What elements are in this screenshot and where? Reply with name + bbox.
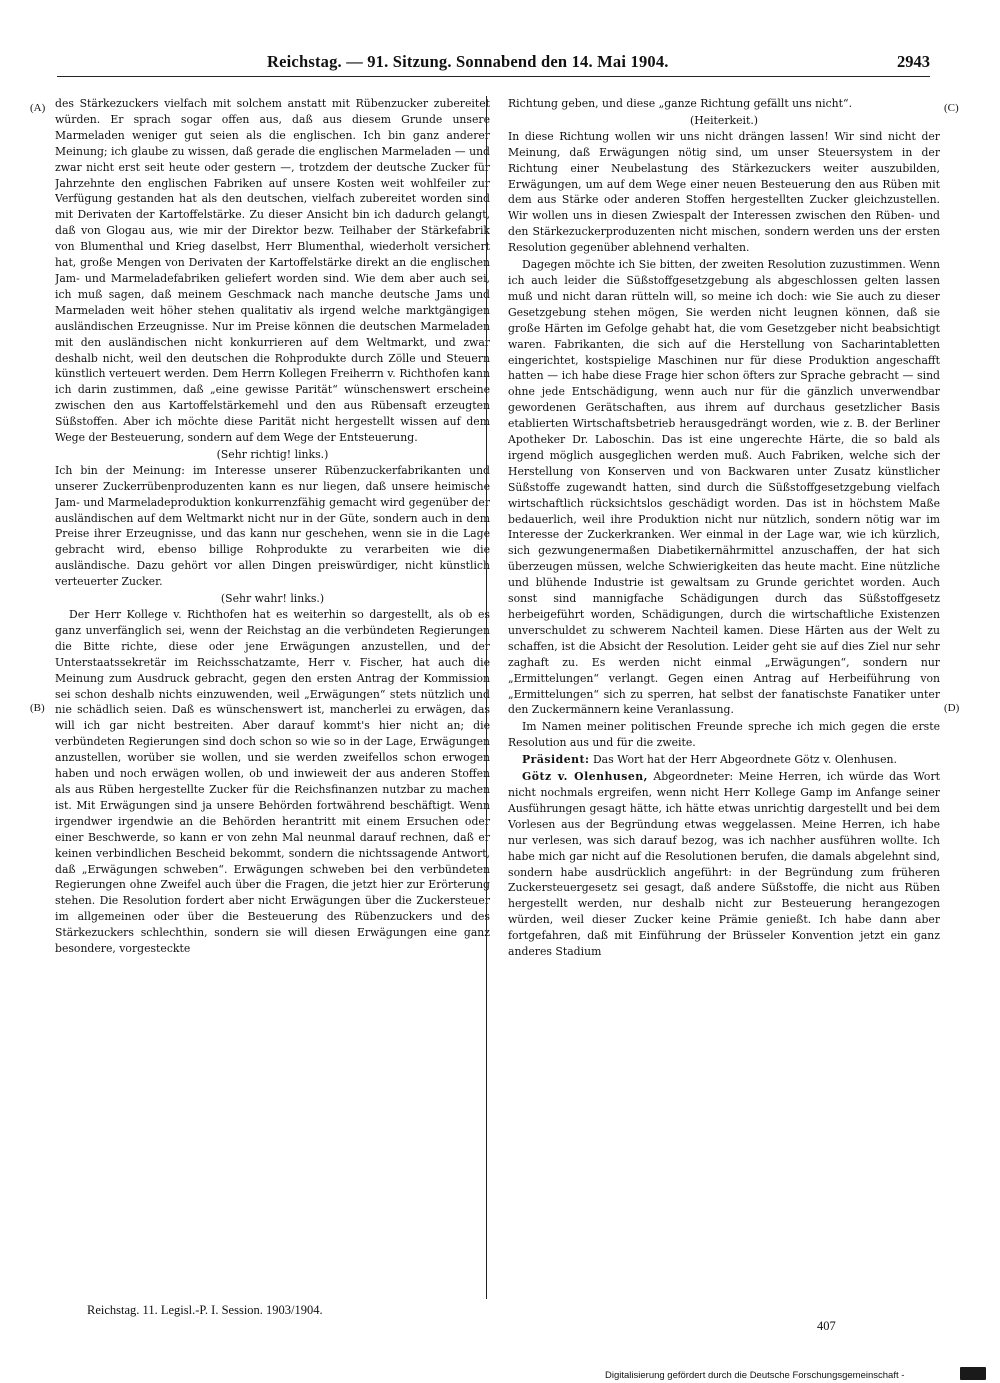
right-column [508, 96, 940, 1314]
paragraph: Richtung geben, und diese „ganze Richtung gefällt uns nicht“. [508, 97, 853, 110]
page-number: 2943 [897, 52, 930, 71]
paragraph: des Stärkezuckers vielfach mit solchem anstatt mit Rübenzucker zubereitet würden. Er sprach sogar offen aus, daß aus diesem Grunde unsere Marmeladen weniger gut seien als die englischen. Ich bin ganz anderer Meinung; ich glaube zu wissen, daß gerade die englischen Marmeladen — und zwar nicht erst seit heute oder gestern —, trotzdem der deutsche Zucker für Jahrzehnte den englischen Fabriken auf unsere Kosten weit wohlfeiler zur Verfügung gestanden hat als den deutschen, vielfach zubereitet worden sind mit Derivaten der Kartoffelstärke. Zu dieser Ansicht bin ich dadurch gelangt, daß von Glogau aus, wie mir der Direktor bezw. Teilhaber der Stärkefabrik von Blumenthal und Krieg daselbst, Herr Blumenthal, wiederholt versichert hat, große Mengen von Derivaten der Kartoffelstärke direkt an die englischen Jam- und Marmeladefabriken geliefert worden sind. Wie dem aber auch sei, ich muß sagen, daß meinem Geschmack nach manche deutsche Jams und Marmeladen weit höher stehen qualitativ als irgend welche marktgängigen ausländischen Erzeugnisse. Nur im Preise können die deutschen Marmeladen mit den ausländischen nicht konkurrieren auf dem Weltmarkt, und zwar deshalb nicht, weil den deutschen die Rohprodukte durch Zölle und Steuern künstlich verteuert werden. Dem Herrn Kollegen Freiherrn v. Richthofen kann ich darin zustimmen, daß „eine gewisse Parität“ wünschenswert erscheine zwischen den aus Kartoffelstärkemehl und den aus Rübensaft erzeugten Süßstoffen. Aber ich möchte diese Parität nicht hergestellt wissen auf dem Wege der Besteuerung, sondern auf dem Wege der Entsteuerung. [55, 97, 490, 445]
page-header [57, 48, 930, 77]
speaker-text: Abgeordneter: Meine Herren, ich würde das Wort nicht nochmals ergreifen, wenn nicht Herr Kollege Gamp im Anfange seiner Ausführungen gesagt hätte, ich hätte etwas unrichtig dargestellt und bei dem Vorlesen aus der Begründung etwas weggelassen. Meine Herren, ich habe nur verlesen, was sich darauf bezog, was ich nachher ausführen wollte. Ich habe mich gar nicht auf die Resolutionen berufen, die damals abgelehnt sind, sondern habe ausdrücklich angeführt: in der Begründung zum früheren Zuckersteuergesetz sei gesagt, daß andere Süßstoffe, die nicht aus Rüben hergestellt werden, nur deshalb nicht zur Besteuerung herangezogen würden, weil dieser Zucker keine Prämie genießt. Ich habe dann aber fortgefahren, daß mit Einführung der Brüsseler Konvention jetzt ein ganz anderes Stadium [508, 770, 940, 959]
president-label: Präsident: [522, 753, 590, 767]
speaker-paragraph [508, 769, 940, 960]
paragraph: Der Herr Kollege v. Richthofen hat es weiterhin so dargestellt, als ob es ganz unverfänglich sei, wenn der Reichstag an die verbündeten Regierungen die Bitte richte, diese oder jene Erwägungen anzustellen, und der Unterstaatssekretär im Reichsschatzamte, Herr v. Fischer, hat auch die Meinung zum Ausdruck gebracht, gegen den ersten Antrag der Kommission sei schon deshalb nichts einzuwenden, weil „Erwägungen“ stets nützlich und nie schädlich seien. Daß es wünschenswert ist, mancherlei zu erwägen, das will ich gar nicht bestreiten. Aber darauf kommt's hier nicht an; die verbündeten Regierungen sind doch schon so wie so in der Lage, Erwägungen anzustellen, worüber sie wollen, und sie werden zweifellos schon erwogen haben und noch erwägen wollen, ob und inwieweit der aus anderen Stoffen als aus Rüben hergestellte Zucker für die Reichsfinanzen nutzbar zu machen ist. Mit Erwägungen sind ja unsere Behörden fortwährend beschäftigt. Wenn irgendwer irgendwie an die Behörden herantritt mit einem Ersuchen oder einer Beschwerde, so kann er von zehn Mal neunmal darauf rechnen, daß er keinen verbindlichen Bescheid bekommt, sondern die nichtssagende Antwort, daß „Erwägungen schweben“. Erwägungen schweben bei den verbündeten Regierungen ohne Zweifel auch über die Fragen, die jetzt hier zur Erörterung stehen. Die Resolution fordert aber nicht Erwägungen über die Zuckersteuer im allgemeinen oder über die Besteuerung des Rübenzuckers und des Stärkezuckers schlechthin, sondern sie will diesen Erwägungen eine ganz besondere, vorgesteckte [55, 608, 490, 956]
interjection: (Heiterkeit.) [689, 113, 759, 127]
margin-marker-c: (C) [944, 102, 959, 114]
left-column [55, 96, 490, 1314]
digitization-note: Digitalisierung gefördert durch die Deutsche Forschungsgemeinschaft - [605, 1370, 905, 1381]
footer-session: Reichstag. 11. Legisl.-P. I. Session. 1903/1904. [87, 1303, 323, 1317]
paragraph: Ich bin der Meinung: im Interesse unserer Rübenzuckerfabrikanten und unserer Zuckerrübenproduzenten kann es nur liegen, daß unsere heimische Jam- und Marmeladeproduktion konkurrenzfähig gemacht wird gegenüber der ausländischen auf dem Weltmarkt nicht nur in der Güte, sondern auch in dem Preise ihrer Erzeugnisse, und das kann nur geschehen, wenn sie in die Lage gebracht wird, ebenso billige Rohprodukte zu verarbeiten wie die ausländische. Dazu gehört vor allen Dingen preiswürdiger, nicht künstlich verteuerter Zucker. [55, 463, 490, 589]
page-title: Reichstag. — 91. Sitzung. Sonnabend den 14. Mai 1904. [267, 52, 669, 71]
sheet-number: 407 [817, 1319, 836, 1333]
president-text: Das Wort hat der Herr Abgeordnete Götz v. Olenhusen. [592, 753, 897, 767]
paragraph: Im Namen meiner politischen Freunde spreche ich mich gegen die erste Resolution aus und für die zweite. [508, 720, 940, 750]
margin-marker-d: (D) [944, 702, 960, 714]
paragraph: Dagegen möchte ich Sie bitten, der zweiten Resolution zuzustimmen. Wenn ich auch leider die Süßstoffgesetzgebung als abgeschlossen gelten lassen muß und nicht daran rütteln will, so meine ich doch: wie Sie auch zu dieser Gesetzgebung stehen mögen, Sie werden nicht leugnen können, daß sie große Härten im Gefolge gehabt hat, die vom Gesetzgeber nicht beabsichtigt waren. Fabrikanten, die sich auf die Herstellung von Sacharintabletten eingerichtet, kostspielige Maschinen nur für diese Produktion angeschafft hatten — ich habe diese Frage hier schon öfters zur Sprache gebracht — sind ohne jede Entschädigung, wenn auch nur für die gänzlich unverwendbar gewordenen Gerätschaften, aus ihrem auf durchaus gesetzlicher Basis etablierten Wirtschaftsbetrieb herausgedrängt worden, wie z. B. der Berliner Apotheker Dr. Laboschin. Das ist eine ungerechte Härte, die so bald als irgend möglich ausgeglichen werden muß. Auch Fabriken, welche sich der Herstellung von Konserven und von Backwaren unter Zusatz künstlicher Süßstoffe zugewandt hatten, sind durch die Süßstoffgesetzgebung vielfach wirtschaftlich rücksichtslos geschädigt worden. Das ist in höchstem Maße bedauerlich, weil ihre Produktion nicht nur nützlich, sondern nötig war im Interesse der Zuckerkranken. Wer einmal in der Lage war, wie ich kürzlich, sich gezwungenermaßen Diabetikernährmittel anzuschaffen, der hat sich überzeugen müssen, welche Schwierigkeiten das heute macht. Eine nützliche und blühende Industrie ist gewaltsam zu Grunde gerichtet worden. Auch sonst sind mannigfache Schädigungen durch das Süßstoffgesetz herbeigeführt worden, Schädigungen, durch die wirtschaftliche Existenzen unverschuldet zu schwerem Nachteil kamen. Diese Härten aus der Welt zu schaffen, ist die Absicht der Resolution. Leider geht sie auf dies Ziel nur sehr zaghaft zu. Es werden nicht einmal „Erwägungen“, sondern nur „Ermittelungen“ verlangt. Gegen einen Antrag auf Herbeiführung von „Ermittelungen“ sich zu sperren, hat selbst der fanatischste Fanatiker unter den Zuckermännern keine Veranlassung. [508, 258, 940, 717]
interjection: (Sehr wahr! links.) [220, 592, 325, 606]
paragraph: In diese Richtung wollen wir uns nicht drängen lassen! Wir sind nicht der Meinung, daß Erwägungen nötig sind, um unser Steuersystem in der Richtung einer Neubelastung des Stärkezuckers weiter auszubilden, Erwägungen, um auf dem Wege einer neuen Besteuerung den aus Rüben mit dem aus Stärke oder anderen Stoffen hergestellten Zucker gleichzustellen. Wir wollen uns in diesen Zwiespalt der Interessen zwischen den Rüben- und den Stärkezuckerproduzenten nicht mischen, sondern werden uns der ersten Resolution gegenüber ablehnend verhalten. [508, 129, 940, 255]
margin-marker-b: (B) [30, 702, 45, 714]
speaker-label: Götz v. Olenhusen, [522, 770, 648, 784]
president-paragraph [508, 752, 940, 768]
interjection: (Sehr richtig! links.) [216, 447, 329, 461]
margin-marker-a: (A) [30, 102, 46, 114]
column-divider [486, 96, 487, 1299]
dfg-logo-icon [960, 1367, 986, 1380]
